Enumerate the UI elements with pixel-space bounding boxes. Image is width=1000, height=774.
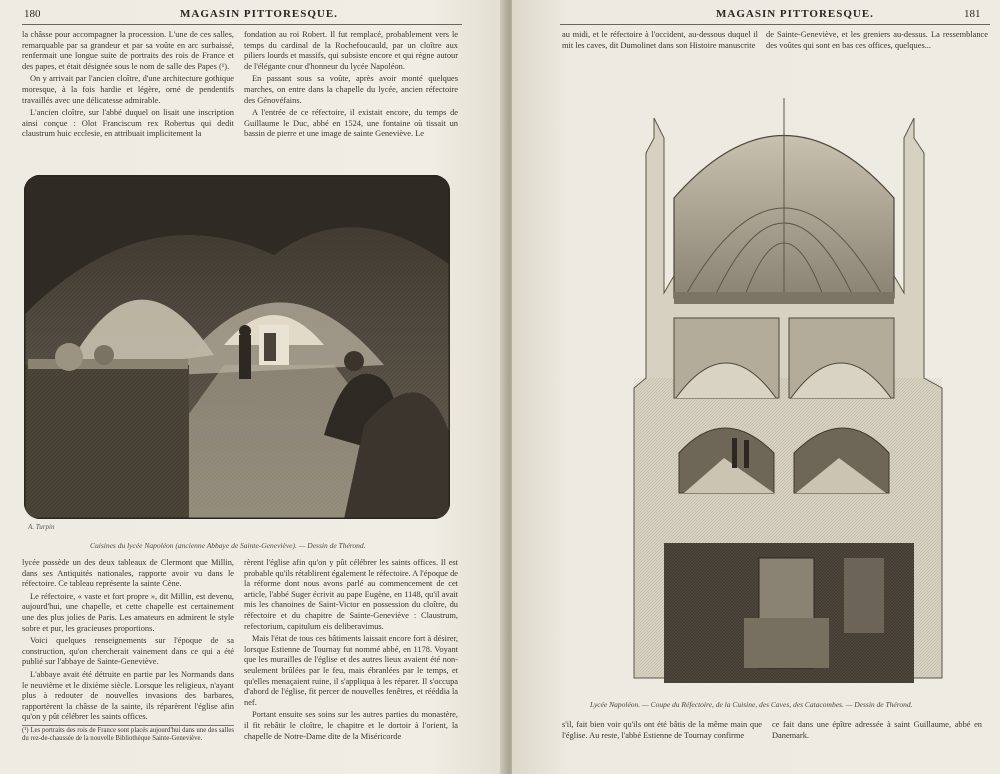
- paragraph: lycée possède un des deux tableaux de Clermont que Millin, dans ses Antiquités nationales, rapporte avoir vu dans le réfectoire. Ce tableau représente la sainte Cène.: [22, 558, 234, 589]
- paragraph: On y arrivait par l'ancien cloître, d'une architecture gothique moresque, à la fois hardie et légère, orné de pendentifs travaillés avec une délicatesse admirable.: [22, 74, 234, 105]
- kitchen-engraving-art: [24, 175, 450, 519]
- engraver-signature: A. Turpin: [28, 523, 55, 531]
- header-rule: [22, 24, 462, 25]
- paragraph: ce fait dans une épître adressée à saint Guillaume, abbé en Danemark.: [772, 720, 982, 740]
- paragraph: Mais l'état de tous ces bâtiments laissait encore fort à désirer, lorsque Estienne de Tournay fut nommé abbé, en 1178. Voyant que les murailles de l'église et des autres lieux avaient été non-seulement brûlées par le feu, mais ébranlées par le temps, et qu'elles menaçaient ruine, il s'appliqua à les réparer. Il s'occupa d'abord de l'église, fit percer de nouvelles fenêtres, et rééddia la nef.: [244, 634, 458, 707]
- paragraph: En passant sous sa voûte, après avoir monté quelques marches, on entre dans la chapelle du lycée, ancien réfectoire des Génovéfains.: [244, 74, 458, 105]
- text-column-top-1: [22, 30, 234, 142]
- paragraph: L'abbaye avait été détruite en partie par les Normands dans le neuvième et le dixième siècle. Lorsque les religieux, n'ayant plus à redouter de nouvelles invasions des barbares, rapportèrent la châsse de la sainte, ils réparèrent l'église afin qu'on y pût célébrer les saints offices.: [22, 669, 234, 722]
- paragraph: Le réfectoire, « vaste et fort propre », dit Millin, est devenu, aujourd'hui, une chapelle, et cette chapelle est certainement une des plus jolies de Paris. Les amateurs en admirent le style sobre et pur, les gracieuses proportions.: [22, 591, 234, 633]
- figure-caption: Cuisines du lycée Napoléon (ancienne Abbaye de Sainte-Geneviève). — Dessin de Thérond.: [90, 541, 366, 550]
- page-header: MAGASIN PITTORESQUE.: [180, 8, 338, 20]
- text-column-top-2: [244, 30, 458, 142]
- paragraph: L'ancien cloître, sur l'abbé duquel on lisait une inscription ainsi conçue : Olot Franciscum rex Robertus qui dedit claustrum huic ecclesie, en attribuait implicitement la: [22, 108, 234, 139]
- text-column-top-2: [766, 30, 988, 62]
- kitchen-engraving: [24, 175, 450, 519]
- paragraph: au midi, et le réfectoire à l'occident, au-dessous duquel il mit les caves, dit Dumolinet dans son Histoire manuscrite: [562, 30, 758, 50]
- paragraph: Voici quelques renseignements sur l'époque de sa construction, qu'on chercherait vainement dans ce qui a été publié sur l'abbaye de Sainte-Geneviève.: [22, 636, 234, 667]
- paragraph: la châsse pour accompagner la procession. L'une de ces salles, remarquable par sa grandeur et par sa voûte en arc surbaissé, renfermait une longue suite de portraits des rois de France et des papes, et était désignée sous le nom de salle des Papes (¹).: [22, 30, 234, 71]
- cross-section-art: [624, 78, 944, 696]
- paragraph: Portant ensuite ses soins sur les autres parties du monastère, il fit rebâtir le cloître, le chapitre et le dortoir à l'orient, la chapelle de Notre-Dame dite de la Miséricorde: [244, 710, 458, 741]
- text-column-bottom-2: [772, 720, 982, 743]
- text-column-bottom-1: [22, 558, 234, 743]
- page-number: 180: [24, 8, 41, 20]
- paragraph: de Sainte-Geneviève, et les greniers au-dessus. La ressemblance des voûtes qui sont en bas ces offices, quelques...: [766, 30, 988, 50]
- page-header: MAGASIN PITTORESQUE.: [716, 8, 874, 20]
- text-column-top-1: [562, 30, 758, 62]
- paragraph: rèrent l'église afin qu'on y pût célébrer les saints offices. Il est probable qu'ils rétablirent également le réfectoire. A l'époque de la réforme dont nous avons parlé au commencement de cet article, l'abbé Suger écrivit au pape Eugène, en 1148, qu'il avait mis les chanoines de Saint-Victor en possession du cloître, du réfectoire et du chapitre de Sainte-Geneviève : Claustrum, refectorium, capitulum eis deliberavimus.: [244, 558, 458, 631]
- page-number: 181: [964, 8, 981, 20]
- footnote: (¹) Les portraits des rois de France sont placés aujourd'hui dans une des salles du rez-de-chaussée de la nouvelle Bibliothèque Sainte-Geneviève.: [22, 726, 234, 743]
- figure-caption: Lycée Napoléon. — Coupe du Réfectoire, de la Cuisine, des Caves, des Catacombes. — Dessin de Thérond.: [590, 700, 913, 709]
- text-column-bottom-2: [244, 558, 458, 744]
- right-page: [512, 0, 1000, 774]
- cross-section-engraving: [624, 78, 944, 696]
- header-rule: [560, 24, 990, 25]
- paragraph: A l'entrée de ce réfectoire, il existait encore, du temps de Guillaume le Duc, abbé en 1524, une fontaine où tissait un bassin de pierre et une image de sainte Geneviève. Le: [244, 108, 458, 139]
- paragraph: fondation au roi Robert. Il fut remplacé, probablement vers le temps du cardinal de la Rochefoucauld, par un cloître aux piliers lourds et massifs, qui subsiste encore et qui règne autour de l'élégante cour d'honneur du lycée Napoléon.: [244, 30, 458, 71]
- text-column-bottom-1: [562, 720, 762, 743]
- paragraph: s'il, fait bien voir qu'ils ont été bâtis de la même main que l'église. Au reste, l'abbé Estienne de Tournay confirme: [562, 720, 762, 740]
